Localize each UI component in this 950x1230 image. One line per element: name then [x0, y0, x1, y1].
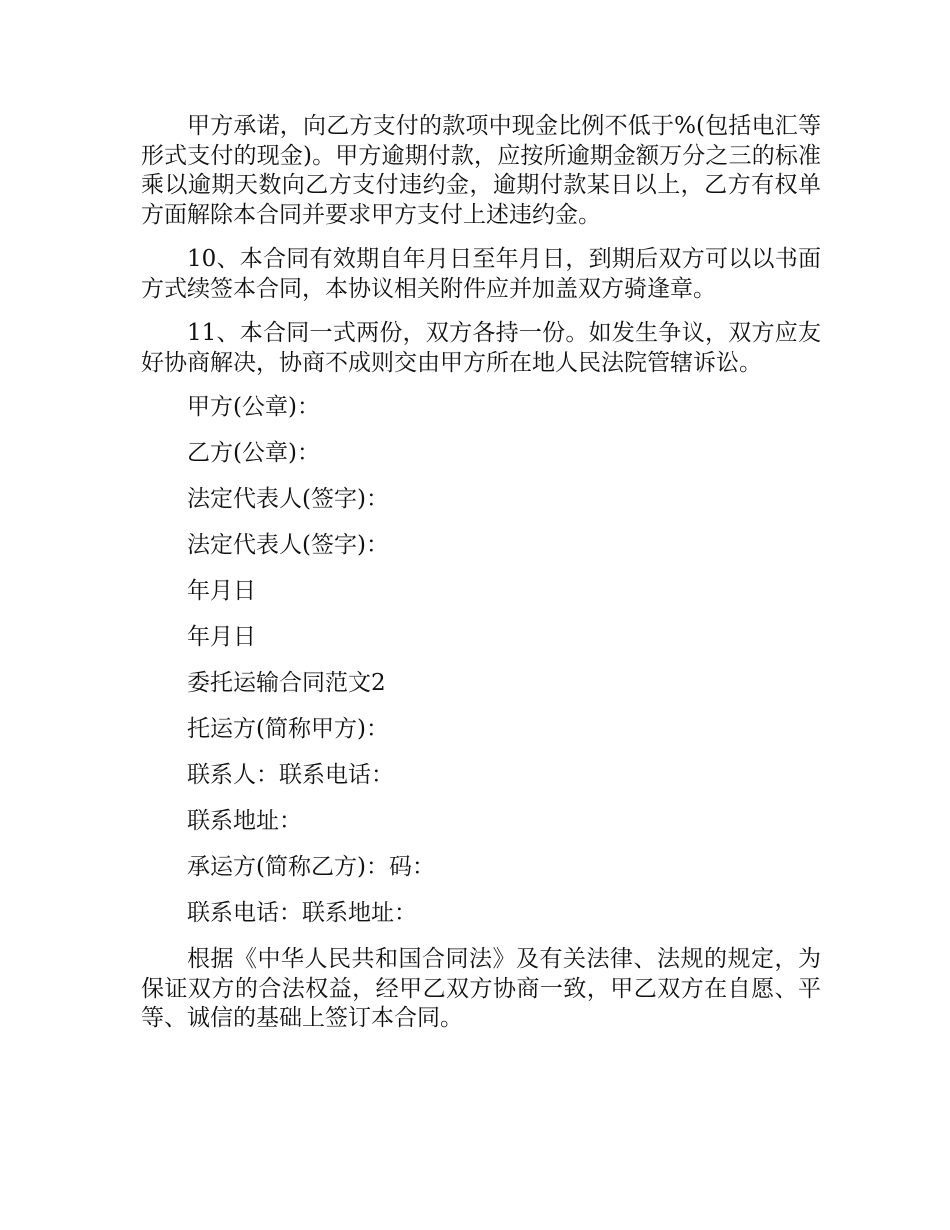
party-b-seal-line: 乙方(公章)：: [187, 440, 320, 466]
carrier-line: 承运方(简称乙方)：码：: [187, 854, 435, 880]
legal-rep-signature-line-b: 法定代表人(签字)：: [187, 532, 389, 558]
contact-address-line: 联系地址：: [187, 808, 302, 834]
document-body: [141, 112, 821, 1049]
paragraph-dispute-resolution: 11、本合同一式两份，双方各持一份。如发生争议，双方应友好协商解决，协商不成则交由甲方所在地人民法院管辖诉讼。: [141, 320, 821, 376]
paragraph-payment-terms: 甲方承诺，向乙方支付的款项中现金比例不低于%(包括电汇等形式支付的现金)。甲方逾期付款，应按所逾期金额万分之三的标准乘以逾期天数向乙方支付违约金，逾期付款某日以上，乙方有权单方面解除本合同并要求甲方支付上述违约金。: [141, 113, 821, 228]
legal-rep-signature-line-a: 法定代表人(签字)：: [187, 486, 389, 512]
party-a-seal-line: 甲方(公章)：: [187, 394, 320, 420]
shipper-line: 托运方(简称甲方)：: [187, 716, 389, 742]
contact-person-line: 联系人：联系电话：: [187, 762, 394, 788]
paragraph-contract-basis: 根据《中华人民共和国合同法》及有关法律、法规的规定，为保证双方的合法权益，经甲乙双方协商一致，甲乙双方在自愿、平等、诚信的基础上签订本合同。: [141, 946, 821, 1031]
carrier-contact-line: 联系电话：联系地址：: [187, 900, 417, 926]
section-title: 委托运输合同范文2: [187, 670, 386, 696]
date-line-a: 年月日: [187, 578, 256, 604]
paragraph-validity-period: 10、本合同有效期自年月日至年月日，到期后双方可以以书面方式续签本合同，本协议相关附件应并加盖双方骑逢章。: [141, 246, 821, 302]
date-line-b: 年月日: [187, 624, 256, 650]
